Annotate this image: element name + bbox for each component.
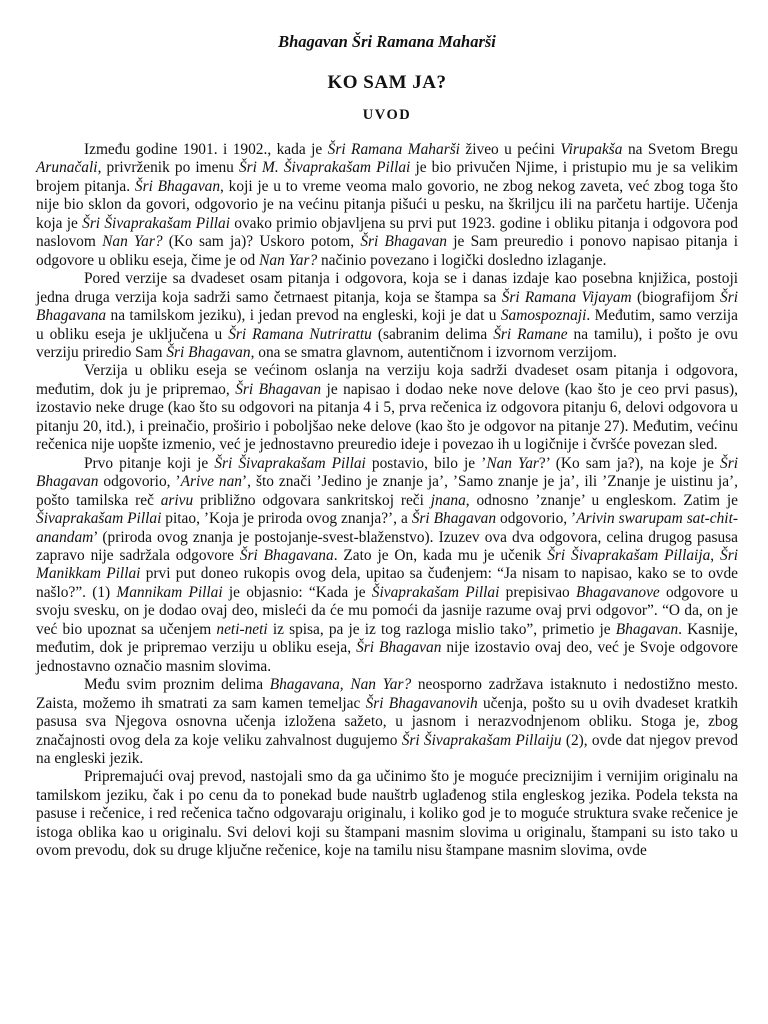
text-run: prvi put doneo rukopis ovog dela, upitao sa čuđenjem: “Ja nisam to napisao, kako se to ovde našlo?”. (1) bbox=[36, 565, 738, 601]
text-run: ’, što znači ’Jedino je znanje ja’, ’Samo znanje je ja’, ili ’Znanje je uistinu ja’, pošto tamilska reč bbox=[36, 473, 739, 509]
document-body bbox=[36, 141, 738, 861]
text-run: odgovore u svoju svesku, on je dodao ovaj deo, misleći da će mu pomoći da jasnije razume ovaj prvi odgovor”. “O da, on je već bio upoznat sa učenjem bbox=[36, 583, 739, 638]
text-run: , koji je u to vreme veoma malo govorio, ne zbog nekog zaveta, već zbog toga što nije bio sklon da govori, odgovorio je na većinu pitanja pišući u pesku, na škriljcu ili na parčetu hartije. Učenja koja je bbox=[36, 177, 738, 232]
text-run: (Ko sam ja)? Uskoro potom, bbox=[162, 233, 361, 251]
italic-term: Šri M. Šivaprakašam Pillai bbox=[238, 159, 411, 177]
italic-term: Šri Bhagavana bbox=[239, 546, 334, 564]
text-run: . Kasnije, međutim, dok je pripremao verziju u obliku eseja, bbox=[36, 620, 739, 657]
author-heading: Bhagavan Šri Ramana Maharši bbox=[278, 32, 496, 51]
paragraph-1 bbox=[36, 141, 738, 270]
italic-term: Bhagavana, Nan Yar? bbox=[269, 676, 412, 694]
text-run: Pripremajući ovaj prevod, nastojali smo da ga učinimo što je moguće preciznijim i vernijim originalu na tamilskom jeziku, čak i po cenu da to ponekad bude nauštrb uglađenog stila engleskog jezika. Podela teksta na pasuse i rečenice, i red rečenica tačno odgovaraju originalu, i koliko god je to moguće struktura svake rečenice je istoga oblika kao u originalu. Svi delovi koji su štampani masnim slovima u originalu, štampani su isto tako u ovom prevodu, dok su druge ključne rečenice, koje na tamilu nisu štampane masnim slovima, ovde bbox=[36, 768, 738, 860]
italic-term: Šri Šivaprakašam Pillaiju bbox=[401, 731, 562, 749]
text-run: živeo u pećini bbox=[459, 141, 561, 158]
text-run: pitao, ’Koja je priroda ovog znanja?’, a bbox=[161, 510, 412, 528]
text-run: iz spisa, pa je iz tog razloga mislio tako”, primetio je bbox=[267, 620, 616, 638]
paragraph-3 bbox=[36, 362, 738, 454]
italic-term: Šri Bhagavan bbox=[411, 510, 497, 528]
italic-term: Nan Yar bbox=[486, 454, 539, 472]
italic-term: Šri Bhagavan bbox=[134, 177, 221, 195]
italic-term: Šri Ramana Nutrirattu bbox=[228, 325, 372, 343]
text-run: neosporno zadržava istaknuto i nedostižno mesto. Zaista, možemo ih smatrati za sam kamen temeljac bbox=[36, 676, 739, 712]
text-run: približno odgovara sankritskoj reči bbox=[193, 491, 431, 509]
text-run: je Sam preuredio i ponovo napisao pitanja i odgovore u obliku eseja, čime je od bbox=[36, 233, 739, 269]
italic-term: Šri Šivaprakašam Pillaija bbox=[547, 546, 711, 564]
text-run: . Zato je On, kada mu je učenik bbox=[333, 546, 548, 564]
text-run: odgovorio, ’ bbox=[98, 473, 181, 491]
text-run: Pored verzije sa dvadeset osam pitanja i odgovora, koja se i danas izdaje kao posebna knjižica, postoji jedna druga verzija koja sadrži samo četrnaest pitanja, koja se štampa sa bbox=[36, 270, 738, 306]
italic-term: Nan Yar? bbox=[102, 233, 163, 251]
section-heading: UVOD bbox=[362, 107, 412, 123]
italic-term: Arivin swarupam sat-chit-anandam bbox=[36, 510, 738, 546]
italic-term: Šri Bhagavan bbox=[166, 343, 251, 361]
italic-term: Šri Ramana Maharši bbox=[327, 141, 460, 158]
italic-term: Šivaprakašam Pillai bbox=[36, 510, 162, 528]
italic-term: Šri Bhagavana bbox=[36, 288, 739, 325]
text-run: odgovorio, ’ bbox=[496, 510, 577, 528]
text-run: na Svetom Bregu bbox=[622, 141, 738, 158]
italic-term: Šri Šivaprakašam Pillai bbox=[214, 454, 366, 472]
text-run: (sabranim delima bbox=[371, 325, 494, 343]
italic-term: Šri Bhagavan bbox=[356, 639, 442, 657]
text-run: postavio, bilo je ’ bbox=[365, 454, 487, 472]
text-run: Prvo pitanje koji je bbox=[84, 454, 215, 472]
italic-term: Arunačali bbox=[36, 159, 98, 177]
italic-term: Nan Yar? bbox=[259, 251, 318, 269]
text-run: nije izostavio ovaj deo, već je Svoje odgovore jednostavno označio masnim slovima. bbox=[36, 639, 738, 675]
italic-term: Virupakša bbox=[560, 141, 623, 158]
italic-term: Bhagavan bbox=[615, 620, 679, 638]
italic-term: Šri Bhagavan bbox=[360, 233, 447, 251]
italic-term: Mannikam Pillai bbox=[116, 583, 223, 601]
text-run: ’ (priroda ovog znanja je postojanje-svest-blaženstvo). Izuzev ova dva odgovora, celina drugog pasusa zapravo nije sadržala odgovore bbox=[36, 528, 738, 564]
text-run: je bio privučen Njime, i pristupio mu je sa velikim brojem pitanja. bbox=[36, 159, 738, 195]
text-run: , bbox=[710, 546, 721, 564]
italic-term: jnana bbox=[430, 491, 466, 509]
italic-term: arivu bbox=[160, 491, 194, 509]
italic-term: Šri Manikkam Pillai bbox=[36, 546, 738, 583]
paragraph-6 bbox=[36, 768, 738, 860]
text-run: ovako primio objavljena su prvi put 1923. godine i obliku pitanja i odgovora pod naslovom bbox=[36, 214, 739, 251]
italic-term: Bhagavanove bbox=[575, 583, 660, 601]
italic-term: Šri Bhagavanovih bbox=[365, 694, 478, 712]
italic-term: Šivaprakašam Pillai bbox=[371, 583, 500, 601]
text-run: (biografijom bbox=[631, 288, 721, 306]
text-run: je objasnio: “Kada je bbox=[222, 583, 372, 601]
text-run: učenja, pošto su u ovih dvadeset kratkih pasusa sva Njegova osnovna učenja izložena sažeto, u jasnom i nerazvodnjenom obliku. Stoga je, zbog značajnosti ovog dela za koje veliku zahvalnost dugujemo bbox=[36, 694, 738, 749]
text-run: na tamilu), i pošto je ovu verziju priredio Sam bbox=[36, 325, 739, 361]
text-run: Verzija u obliku eseja se većinom oslanja na verziju koja sadrži dvadeset osam pitanja i odgovora, međutim, dok ju je pripremao, bbox=[36, 362, 738, 398]
page-title: KO SAM JA? bbox=[327, 72, 447, 93]
paragraph-4 bbox=[36, 455, 738, 676]
paragraph-5 bbox=[36, 676, 738, 768]
text-run: . Međutim, samo verzija u obliku eseja je uključena u bbox=[36, 307, 738, 343]
italic-term: Šri Ramane bbox=[493, 325, 568, 343]
italic-term: Šri Ramana Vijayam bbox=[501, 288, 632, 306]
text-run: , privrženik po imenu bbox=[97, 159, 239, 177]
text-run: na tamilskom jeziku), i jedan prevod na engleski, koji je dat u bbox=[106, 307, 501, 325]
italic-term: neti-neti bbox=[216, 620, 268, 638]
text-run: , odnosno ’znanje’ u engleskom. Zatim je bbox=[465, 491, 739, 509]
italic-term: Samospoznaji bbox=[500, 307, 587, 325]
text-run: ?’ (Ko sam ja?), na koje je bbox=[538, 454, 721, 472]
italic-term: Arive nan bbox=[180, 473, 243, 491]
text-run: (2), ovde dat njegov prevod na engleski jezik. bbox=[36, 731, 738, 767]
paragraph-2 bbox=[36, 270, 738, 362]
italic-term: Šri Bhagavan bbox=[36, 454, 738, 491]
text-run: Između godine 1901. i 1902., kada je bbox=[84, 141, 328, 158]
text-run: je napisao i dodao neke nove delove (kao što je ceo prvi pasus), izostavio neke druge (kao što su odgovori na pitanja 4 i 5, prva rečenica iz odgovora pitanju 6, delovi odgovora u pitanju 20, itd.), i preinačio, proširio i poboljšao neke delove (kao što je odgovor na pitanje 27). Međutim, većinu rečenica nije uopšte izmenio, već je jednostavno preuredio ideje i povezao ih u logičnije i čvršće povezan sled. bbox=[36, 380, 739, 454]
text-run: prepisivao bbox=[499, 583, 576, 601]
italic-term: Šri Šivaprakašam Pillai bbox=[82, 214, 231, 232]
text-run: načinio povezano i logički dosledno izlaganje. bbox=[317, 251, 607, 269]
text-run: , ona se smatra glavnom, autentičnom i izvornom verzijom. bbox=[250, 343, 617, 361]
text-run: Među svim proznim delima bbox=[84, 676, 270, 694]
italic-term: Šri Bhagavan bbox=[235, 380, 322, 398]
